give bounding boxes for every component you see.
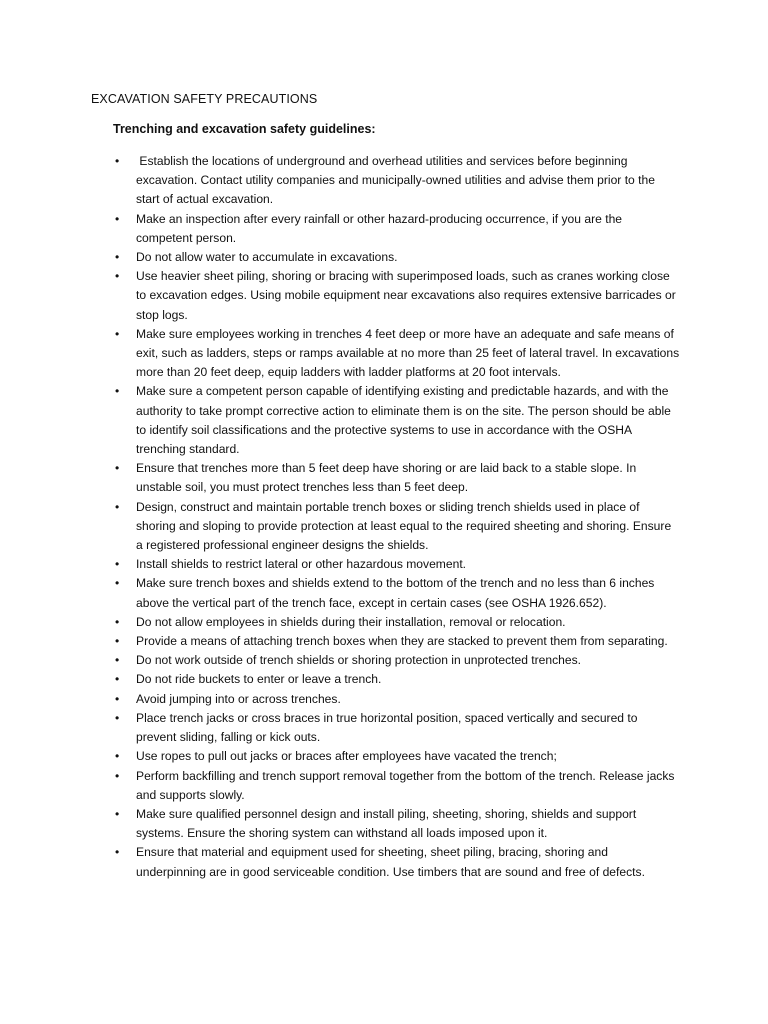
bullet-icon: • [115, 614, 120, 629]
list-item [0, 709, 768, 747]
bullet-icon: • [115, 806, 120, 821]
bullet-icon: • [115, 211, 120, 226]
bullet-icon: • [115, 384, 120, 399]
list-item-text: Install shields to restrict lateral or other hazardous movement. [136, 557, 467, 572]
list-item [0, 267, 768, 325]
list-item [0, 632, 768, 651]
list-item-text: Use heavier sheet piling, shoring or bracing with superimposed loads, such as cranes working close to excavation edges. Using mobile equipment near excavations also requires extensive barricades or stop logs. [136, 269, 676, 322]
list-item [0, 152, 768, 210]
bullet-icon: • [115, 768, 120, 783]
bullet-icon: • [115, 634, 120, 649]
list-item-text: Establish the locations of underground and overhead utilities and services before beginning excavation. Contact utility companies and municipally-owned utilities and advise them prior to the start of actual excavation. [136, 154, 659, 207]
bullet-icon: • [115, 461, 120, 476]
document-title: EXCAVATION SAFETY PRECAUTIONS [91, 92, 318, 106]
list-item [0, 843, 768, 881]
list-item-text: Make sure a competent person capable of identifying existing and predictable hazards, and with the authority to take prompt corrective action to eliminate them is on the site. The person should be able to identify soil classifications and the protective systems to use in accordance with the OSHA trenching standard. [136, 384, 671, 457]
list-item-text: Do not allow water to accumulate in excavations. [136, 250, 398, 265]
list-item-text: Do not allow employees in shields during their installation, removal or relocation. [136, 614, 566, 629]
list-item [0, 747, 768, 766]
bullet-icon: • [115, 845, 120, 860]
list-item [0, 670, 768, 689]
bullet-icon: • [115, 749, 120, 764]
list-item [0, 555, 768, 574]
list-item [0, 574, 768, 612]
bullet-icon: • [115, 653, 120, 668]
bullet-icon: • [115, 576, 120, 591]
bullet-icon: • [115, 499, 120, 514]
list-item-text: Place trench jacks or cross braces in true horizontal position, spaced vertically and secured to prevent sliding, falling or kick outs. [136, 710, 638, 745]
bullet-icon: • [115, 691, 120, 706]
bullet-icon: • [115, 326, 120, 341]
list-item-text: Ensure that trenches more than 5 feet deep have shoring or are laid back to a stable slope. In unstable soil, you must protect trenches less than 5 feet deep. [136, 461, 637, 495]
list-item-text: Make sure qualified personnel design and install piling, sheeting, shoring, shields and support systems. Ensure the shoring system can withstand all loads imposed upon it. [136, 806, 637, 841]
list-item [0, 325, 768, 383]
bullet-icon: • [115, 269, 120, 284]
document-subtitle: Trenching and excavation safety guidelines: [113, 122, 376, 136]
list-item [0, 459, 768, 497]
list-item-text: Make sure trench boxes and shields extend to the bottom of the trench and no less than 6 inches above the vertical part of the trench face, except in certain cases (see OSHA 1926.652). [136, 576, 655, 610]
list-item [0, 210, 768, 248]
list-item-text: Avoid jumping into or across trenches. [136, 691, 341, 706]
list-item [0, 613, 768, 632]
list-item [0, 805, 768, 843]
list-item [0, 690, 768, 709]
list-item-text: Provide a means of attaching trench boxes when they are stacked to prevent them from separating. [136, 634, 668, 649]
list-item-text: Use ropes to pull out jacks or braces after employees have vacated the trench; [136, 749, 557, 764]
bullet-icon: • [115, 250, 120, 265]
list-item-text: Design, construct and maintain portable trench boxes or sliding trench shields used in place of shoring and sloping to provide protection at least equal to the required sheeting and shoring. Ensure a registered professional engineer designs the shields. [136, 499, 672, 553]
bullet-icon: • [115, 154, 120, 168]
guideline-list [0, 152, 768, 882]
list-item [0, 382, 768, 459]
bullet-icon: • [115, 710, 120, 725]
list-item-text: Perform backfilling and trench support removal together from the bottom of the trench. Release jacks and supports slowly. [136, 768, 675, 802]
list-item-text: Do not ride buckets to enter or leave a trench. [136, 672, 382, 687]
list-item-text: Make an inspection after every rainfall or other hazard-producing occurrence, if you are the competent person. [136, 211, 623, 245]
list-item [0, 767, 768, 805]
list-item [0, 651, 768, 670]
list-item [0, 498, 768, 556]
bullet-icon: • [115, 672, 120, 687]
list-item [0, 248, 768, 267]
list-item-text: Do not work outside of trench shields or shoring protection in unprotected trenches. [136, 653, 582, 668]
bullet-icon: • [115, 557, 120, 572]
list-item-text: Make sure employees working in trenches 4 feet deep or more have an adequate and safe means of exit, such as ladders, steps or ramps available at no more than 25 feet of lateral travel. In excavations more than 20 feet deep, equip ladders with ladder platforms at 20 foot intervals. [136, 326, 680, 380]
list-item-text: Ensure that material and equipment used for sheeting, sheet piling, bracing, shoring and underpinning are in good serviceable condition. Use timbers that are sound and free of defects. [136, 845, 645, 879]
